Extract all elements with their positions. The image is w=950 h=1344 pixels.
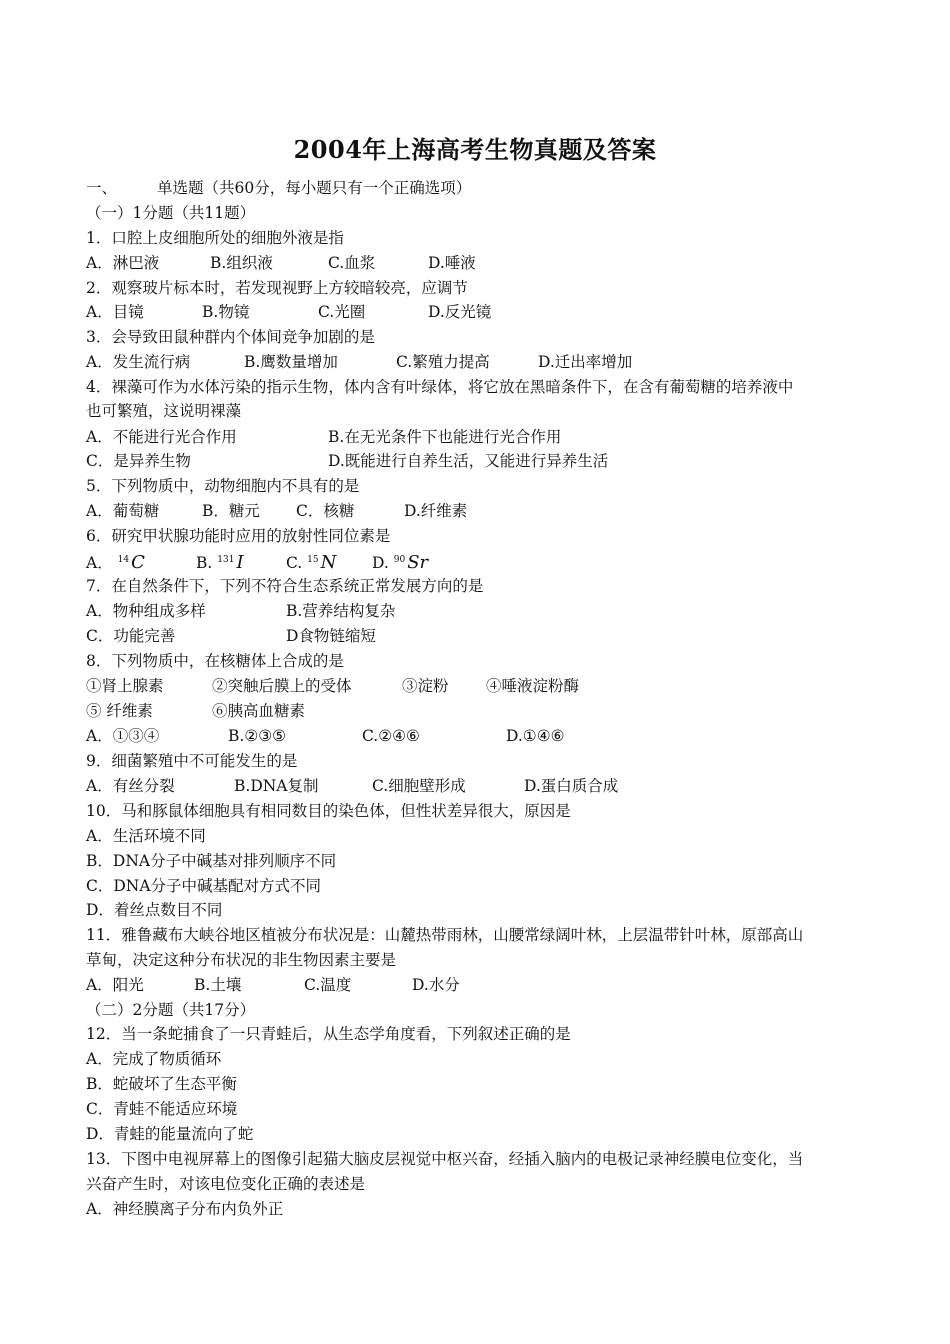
option-d: D食物链缩短 [286,627,376,645]
option-b: B.在无光条件下也能进行光合作用 [328,428,562,446]
option-d: D.迁出率增加 [538,353,633,371]
option-b: B．蛇破坏了生态平衡 [86,1075,237,1093]
option-b: B.土壤 [194,976,242,994]
option-a: A．物种组成多样 [86,602,206,620]
question-stem: 5．下列物质中，动物细胞内不具有的是 [86,477,360,495]
option-c: C．DNA分子中碱基配对方式不同 [86,877,322,895]
option-d: D. $^{90}$ Sr [372,552,429,573]
option-d: D.纤维素 [404,502,468,520]
option-c: C.繁殖力提高 [396,353,490,371]
item-5: ⑤ 纤维素 [86,702,153,720]
option-b: B．DNA分子中碱基对排列顺序不同 [86,852,337,870]
option-d: D.①④⑥ [506,727,565,745]
option-c: C. $^{15}$ N [286,552,337,573]
question-stem: 10．马和豚鼠体细胞具有相同数目的染色体，但性状差异很大，原因是 [86,802,571,820]
option-a: A．发生流行病 [86,353,191,371]
option-b: B.鹰数量增加 [244,353,338,371]
question-stem-continued: 草甸，决定这种分布状况的非生物因素主要是 [86,951,397,969]
option-a: A．目镜 [86,303,144,321]
item-2: ②突触后膜上的受体 [212,677,352,695]
option-c: C.细胞壁形成 [372,777,466,795]
question-stem: 2．观察玻片标本时，若发现视野上方较暗较亮，应调节 [86,279,468,297]
question-stem: 11．雅鲁藏布大峡谷地区植被分布状况是：山麓热带雨林，山腰常绿阔叶林，上层温带针叶林，原部高山 [86,926,804,944]
question-stem: 6．研究甲状腺功能时应用的放射性同位素是 [86,527,391,545]
option-d: D．着丝点数目不同 [86,901,223,919]
option-d: D.唾液 [428,254,476,272]
option-a: A．不能进行光合作用 [86,428,237,446]
question-stem-continued: 兴奋产生时，对该电位变化正确的表述是 [86,1175,366,1193]
option-a: A． $^{14}$ C [86,552,145,573]
option-a: A．完成了物质循环 [86,1050,222,1068]
option-c: C.②④⑥ [362,727,420,745]
option-b: B.DNA复制 [234,777,319,795]
option-a: A．①③④ [86,727,160,745]
option-c: C．青蛙不能适应环境 [86,1100,238,1118]
option-a: A．生活环境不同 [86,827,206,845]
section-number: 一、 [86,179,118,197]
option-d: D.水分 [412,976,460,994]
option-b: B. $^{131}$ I [196,552,244,573]
page-title: 2004年上海高考生物真题及答案 [293,135,657,164]
option-a: A．葡萄糖 [86,502,160,520]
option-b: B.营养结构复杂 [286,602,396,620]
option-c: C.血浆 [328,254,376,272]
option-b: B.组织液 [210,254,273,272]
subsection-heading: （二）2分题（共17分） [86,1001,256,1019]
option-c: C．核糖 [296,502,355,520]
option-d: D．青蛙的能量流向了蛇 [86,1125,254,1143]
item-6: ⑥胰高血糖素 [212,702,306,720]
option-b: B．糖元 [202,502,260,520]
question-stem: 8．下列物质中，在核糖体上合成的是 [86,652,344,670]
question-stem-continued: 也可繁殖，这说明裸藻 [86,402,242,420]
option-d: D.反光镜 [428,303,492,321]
option-c: C．功能完善 [86,627,176,645]
section-text: 单选题（共60分，每小题只有一个正确选项） [157,179,472,197]
question-stem: 4．裸藻可作为水体污染的指示生物，体内含有叶绿体，将它放在黑暗条件下，在含有葡萄糖的培养液中 [86,378,794,396]
option-c: C.光圈 [318,303,366,321]
option-c: C.温度 [304,976,352,994]
subsection-heading: （一）1分题（共11题） [86,204,256,222]
option-a: A．淋巴液 [86,254,160,272]
question-stem: 9．细菌繁殖中不可能发生的是 [86,752,298,770]
question-stem: 1．口腔上皮细胞所处的细胞外液是指 [86,229,344,247]
question-stem: 7．在自然条件下，下列不符合生态系统正常发展方向的是 [86,577,484,595]
option-a: A．神经膜离子分布内负外正 [86,1200,284,1218]
option-c: C．是异养生物 [86,452,191,470]
option-d: D.既能进行自养生活，又能进行异养生活 [328,452,609,470]
question-stem: 3．会导致田鼠种群内个体间竞争加剧的是 [86,328,375,346]
option-b: B.物镜 [202,303,250,321]
option-a: A．阳光 [86,976,144,994]
option-b: B.②③⑤ [228,727,287,745]
item-1: ①肾上腺素 [86,677,164,695]
section-heading [86,178,471,198]
question-stem: 12．当一条蛇捕食了一只青蛙后，从生态学角度看，下列叙述正确的是 [86,1025,571,1043]
item-3: ③淀粉 [402,677,449,695]
item-4: ④唾液淀粉酶 [486,677,580,695]
option-d: D.蛋白质合成 [524,777,619,795]
question-stem: 13．下图中电视屏幕上的图像引起猫大脑皮层视觉中枢兴奋，经插入脑内的电极记录神经膜电位变化，当 [86,1150,804,1168]
option-a: A．有丝分裂 [86,777,175,795]
